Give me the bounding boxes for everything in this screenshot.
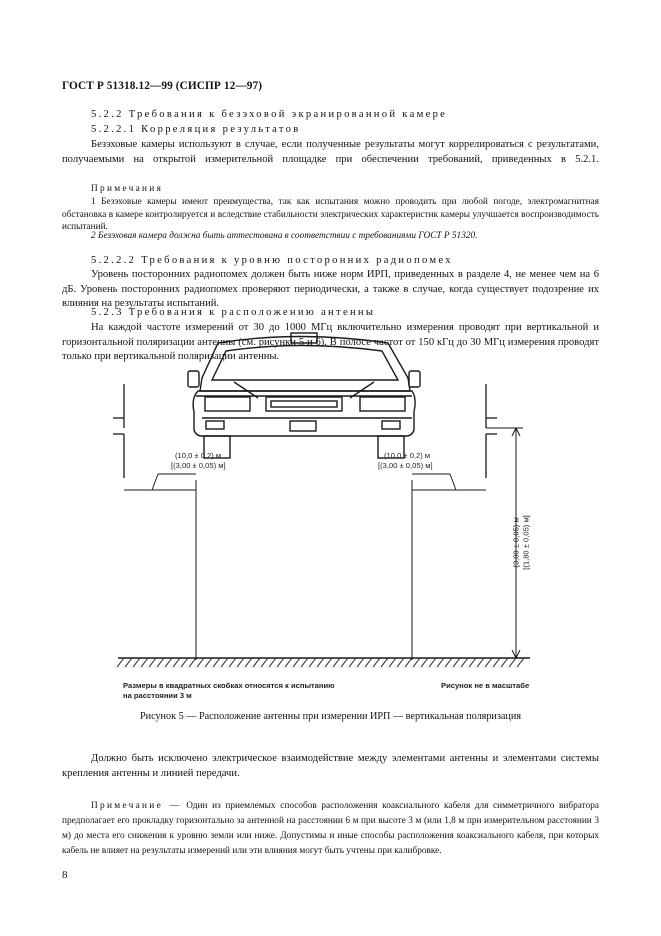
section-5-2-2-1-title: 5.2.2.1 Корреляция результатов: [91, 124, 301, 135]
hatch-line: [461, 658, 468, 667]
figure-note-scale: Рисунок не в масштабе: [441, 681, 530, 690]
hatch-line: [173, 658, 180, 667]
hatch-line: [181, 658, 188, 667]
hatch-line: [165, 658, 172, 667]
hatch-line: [341, 658, 348, 667]
hatch-line: [141, 658, 148, 667]
left-distance-label-1: (10,0 ± 0,2) м: [175, 451, 222, 460]
hatch-line: [469, 658, 476, 667]
right-distance-label-2: [(3,00 ± 0,05) м]: [378, 461, 433, 470]
section-5-2-2-title: 5.2.2 Требования к безэховой экранированной камере: [91, 109, 448, 120]
hatch-line: [365, 658, 372, 667]
hatch-line: [453, 658, 460, 667]
hatch-line: [477, 658, 484, 667]
hatch-line: [493, 658, 500, 667]
notes-title: Примечания: [91, 184, 164, 194]
hatch-line: [117, 658, 124, 667]
hatch-line: [301, 658, 308, 667]
hatch-line: [245, 658, 252, 667]
figure-note-brackets-2: на расстоянии 3 м: [123, 691, 192, 700]
section-5-2-3-text: На каждой частоте измерений от 30 до 1000 МГц включительно измерения проводят при вертикальной и горизонтальной поляризации антенны (см. рисунки 5 и 6). В полосе частот от 150 кГц до 30 МГц измерения проводят только при вертикальной поляризации антенны.: [62, 322, 599, 363]
right-antenna: [486, 384, 497, 478]
hatch-line: [237, 658, 244, 667]
hatch-line: [293, 658, 300, 667]
hatch-line: [261, 658, 268, 667]
hatch-line: [205, 658, 212, 667]
figure-note-brackets: Размеры в квадратных скобках относятся к испытанию: [123, 681, 335, 690]
hatch-line: [349, 658, 356, 667]
hatch-line: [253, 658, 260, 667]
hatch-line: [309, 658, 316, 667]
hatch-line: [269, 658, 276, 667]
hatch-line: [229, 658, 236, 667]
paragraph-isolation: Должно быть исключено электрическое взаимодействие между элементами антенны и элементами системы крепления антенны и линией передачи.: [62, 753, 599, 779]
hatch-line: [429, 658, 436, 667]
document-header: ГОСТ Р 51318.12—99 (СИСПР 12—97): [62, 80, 263, 92]
hatch-line: [125, 658, 132, 667]
right-distance-dimension: [412, 474, 486, 660]
right-distance-label-1: (10,0 ± 0,2) м: [384, 451, 431, 460]
hatch-line: [133, 658, 140, 667]
section-5-2-2-2-text: Уровень посторонних радиопомех должен быть ниже норм ИРП, приведенных в разделе 4, не менее чем на 6 дБ. Уровень посторонних радиопомех проверяют периодически, а также в случае, когда существует подозрение их влияния на результаты испытаний.: [62, 269, 599, 310]
section-5-2-2-2-title: 5.2.2.2 Требования к уровню посторонних радиопомех: [91, 255, 453, 266]
hatch-line: [197, 658, 204, 667]
final-note-text: Один из приемлемых способов расположения коаксиального кабеля для симметричного вибратора предполагает его прокладку горизонтально за антенной на расстоянии 6 м при высоте 3 м (или 1,8 м при измерительном расстоянии 3 м) до места его снижения к уровню земли или ниже. Допустимы и иные способы расположения коаксиального кабеля, при которых кабель не влияет на результаты измерений или эти влияния могут быть учтены при калибровке.: [62, 801, 600, 856]
hatch-line: [325, 658, 332, 667]
hatch-line: [485, 658, 492, 667]
hatch-line: [149, 658, 156, 667]
page-number: 8: [62, 869, 68, 881]
figure-caption: Рисунок 5 — Расположение антенны при измерении ИРП — вертикальная поляризация: [139, 711, 522, 722]
hatch-line: [405, 658, 412, 667]
hatch-line: [221, 658, 228, 667]
final-note: [62, 799, 599, 859]
hatch-line: [317, 658, 324, 667]
hatch-line: [381, 658, 388, 667]
hatch-line: [413, 658, 420, 667]
text-indent-placeholder: Безэховые камеры используют в случае, если полученные результаты могут коррелироваться с результатами, получаемыми на открытой измерительной площадке при обеспечении требований, приведенных в 5.2.1.: [62, 139, 599, 165]
left-distance-label-2: [(3,00 ± 0,05) м]: [171, 461, 226, 470]
hatch-line: [357, 658, 364, 667]
final-note-label: Примечание —: [91, 801, 182, 811]
note-2: 2 Безэховая камера должна быть аттестована в соответствии с требованиями ГОСТ Р 51320.: [91, 231, 478, 241]
left-antenna: [113, 384, 124, 478]
hatch-line: [333, 658, 340, 667]
hatch-line: [509, 658, 516, 667]
car-front-view: [188, 333, 420, 458]
hatch-line: [157, 658, 164, 667]
hatch-line: [389, 658, 396, 667]
hatch-line: [277, 658, 284, 667]
section-5-2-3-title: 5.2.3 Требования к расположению антенны: [91, 307, 376, 318]
hatch-line: [397, 658, 404, 667]
hatch-line: [445, 658, 452, 667]
note-1: 1 Безэховые камеры имеют преимущества, так как испытания можно проводить при любой погоде, электромагнитная обстановка в камере контролируется и вследствие стабильности электрических характеристик камеры улучшается воспроизводимость испытаний.: [62, 197, 599, 233]
left-distance-dimension: [124, 474, 196, 660]
ground-hatching: [117, 658, 524, 667]
hatch-line: [189, 658, 196, 667]
hatch-line: [517, 658, 524, 667]
hatch-line: [285, 658, 292, 667]
hatch-line: [373, 658, 380, 667]
hatch-line: [213, 658, 220, 667]
hatch-line: [501, 658, 508, 667]
hatch-line: [421, 658, 428, 667]
height-label-1: (3,00 ± 0,05) м: [511, 517, 521, 568]
height-label-2: [(1,80 ± 0,05) м]: [521, 515, 531, 570]
hatch-line: [437, 658, 444, 667]
